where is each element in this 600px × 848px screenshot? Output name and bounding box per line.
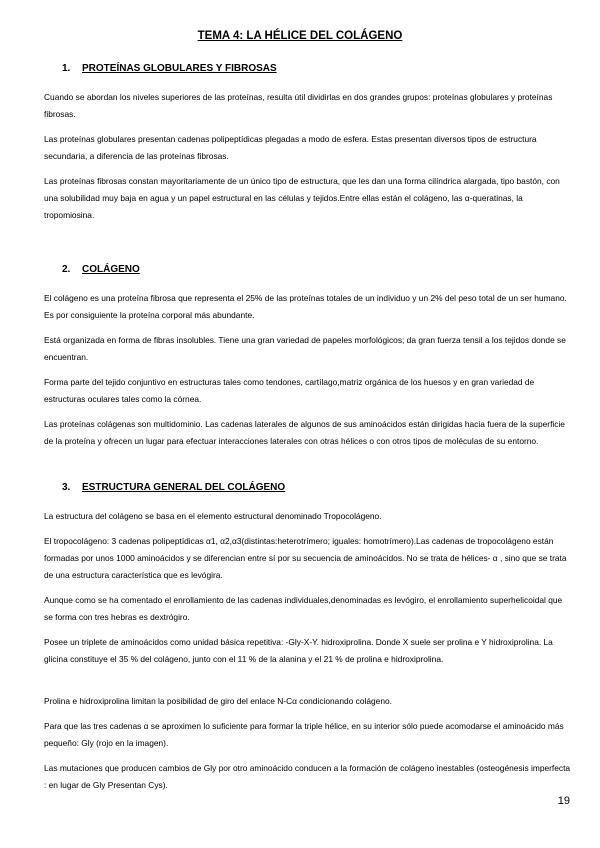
paragraph: El tropocolágeno: 3 cadenas polipeptídicas α1, α2,α3(distintas:heterotrímero; iguales: homotrímero).Las cadenas de tropocolágeno están formadas por unos 1000 aminoácidos y se diferencian entre sí por su secuencia de aminoácidos. No se trata de hélices- α , sino que se trata de una estructura característica que es levógira.: [44, 536, 567, 580]
section-title: ESTRUCTURA GENERAL DEL COLÁGENO: [82, 482, 286, 493]
paragraph: Cuando se abordan los niveles superiores de las proteínas, resulta útil dividirlas en dos grandes grupos: proteínas globulares y proteínas fibrosas.: [44, 92, 553, 119]
paragraph: Está organizada en forma de fibras insolubles. Tiene una gran variedad de papeles morfológicos; da gran fuerza tensil a los tejidos donde se encuentran.: [44, 335, 566, 362]
section-heading-estructura: [62, 482, 285, 493]
paragraph: Forma parte del tejido conjuntivo en estructuras tales como tendones, cartílago,matriz orgánica de los huesos y en gran variedad de estructuras oculares tales como la córnea.: [44, 377, 535, 404]
paragraph: Las mutaciones que producen cambios de Gly por otro aminoácido conducen a la formación de colágeno inestables (osteogénesis imperfecta : en lugar de Gly Presentan Cys).: [44, 763, 571, 790]
paragraph: Aunque como se ha comentado el enrollamiento de las cadenas individuales,denominadas es levógiro, el enrollamiento superhelicoidal que se forma con tres hebras es dextrógiro.: [44, 595, 563, 622]
paragraph: El colágeno es una proteína fibrosa que representa el 25% de las proteínas totales de un individuo y un 2% del peso total de un ser humano. Es por consiguiente la proteína corporal más abundante.: [44, 293, 567, 320]
paragraph: Posee un triplete de aminoácidos como unidad básica repetitiva: -Gly-X-Y. hidroxiprolina. Donde X suele ser prolina e Y hidroxiprolina. La glicina constituye el 35 % del colágeno, junto con el 11 % de la alanina y el 21 % de prolina e hidroxiprolina.: [44, 637, 553, 664]
section-title: PROTEÍNAS GLOBULARES Y FIBROSAS: [82, 63, 277, 74]
paragraph: Para que las tres cadenas α se aproximen lo suficiente para formar la triple hélice, en su interior sólo puede acomodarse el aminoácido más pequeño: Gly (rojo en la imagen).: [44, 721, 564, 748]
paragraph: La estructura del colágeno se basa en el elemento estructural denominado Tropocolágeno.: [44, 511, 382, 521]
section-number: 1.: [62, 63, 71, 74]
section-title: COLÁGENO: [82, 264, 140, 275]
paragraph: Las proteínas fibrosas constan mayoritariamente de un único tipo de estructura, que les dan una forma cilíndrica alargada, tipo bastón, con una solubilidad muy baja en agua y un papel estructural en las células y tejidos.Entre ellas están el colágeno, las α-queratinas, la tropomiosina.: [44, 176, 560, 220]
paragraph: Las proteínas colágenas son multidominio. Las cadenas laterales de algunos de sus aminoácidos están dirigidas hacia fuera de la superficie de la proteína y ofrecen un lugar para efectuar interacciones laterales con otras hélices o con otros tipos de moléculas de su entorno.: [44, 419, 565, 446]
section-number: 2.: [62, 264, 71, 275]
page-title: TEMA 4: LA HÉLICE DEL COLÁGENO: [197, 30, 403, 42]
section-heading-colageno: [62, 264, 140, 275]
page-number: 19: [557, 795, 570, 807]
paragraph: Prolina e hidroxiprolina limitan la posibilidad de giro del enlace N-Cα condicionando colágeno.: [44, 696, 392, 706]
section-number: 3.: [62, 482, 71, 493]
paragraph: Las proteínas globulares presentan cadenas polipeptídicas plegadas a modo de esfera. Estas presentan diversos tipos de estructura secundaria, a diferencia de las proteínas fibrosas.: [44, 134, 537, 161]
section-heading-proteinas: [62, 63, 277, 74]
